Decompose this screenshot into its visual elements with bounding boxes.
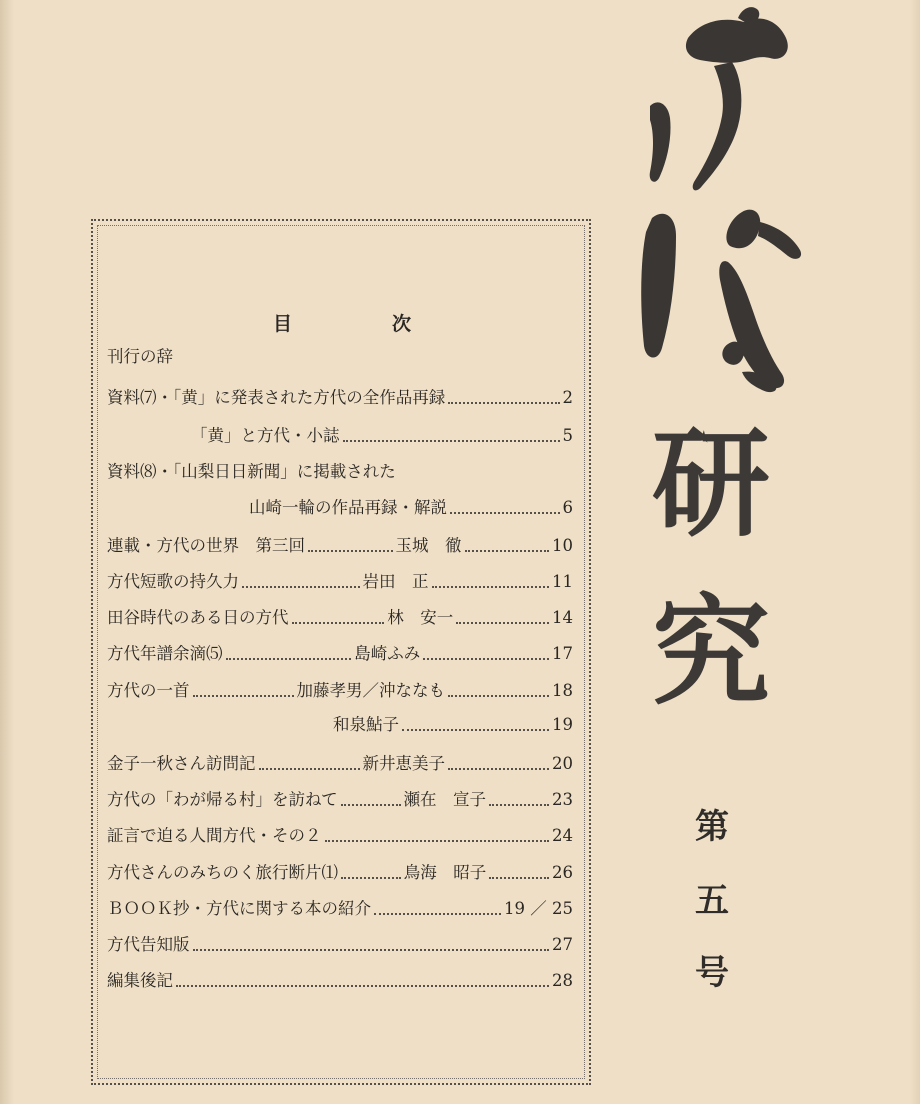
toc-entry-title: 資料⑻・「山梨日日新聞」に掲載された (107, 462, 396, 481)
toc-entry-title: 山崎一輪の作品再録・解説 (249, 498, 447, 517)
toc-entry-author: 島崎ふみ (354, 644, 421, 663)
toc-entry (107, 858, 573, 888)
toc-entry-author: 林 安一 (387, 608, 454, 627)
toc-entry-page: 5 (562, 426, 573, 445)
title-calligraphy-logo (610, 0, 810, 410)
toc-entry (107, 603, 573, 633)
toc-entry-page: 11 (552, 572, 573, 591)
toc-entry-page: 19 (552, 715, 573, 734)
toc-entry-title: ＢＯＯＫ抄・方代に関する本の紹介 (107, 899, 371, 918)
dot-leader (308, 549, 393, 552)
dot-leader (432, 585, 550, 588)
toc-entry-title: 連載・方代の世界 第三回 (107, 536, 305, 555)
toc-entry-author: 瀬在 宣子 (403, 790, 487, 809)
toc-entry (107, 457, 573, 487)
toc-entry-title: 資料⑺・「黄」に発表された方代の全作品再録 (107, 388, 446, 407)
toc-entry-author: 加藤孝男／沖ななも (296, 681, 445, 700)
toc-entry-title: 田谷時代のある日の方代 (107, 608, 289, 627)
toc-entry (333, 710, 573, 740)
toc-entry-title: 方代短歌の持久力 (107, 572, 239, 591)
dot-leader (176, 984, 549, 987)
toc-entry-page: 28 (552, 971, 573, 990)
issue-number-char: 五 (695, 881, 729, 921)
issue-number-char: 号 (695, 953, 729, 993)
toc-entry (107, 821, 573, 851)
title-kanji: 研 (651, 415, 770, 553)
toc-entry-page: 6 (562, 498, 573, 517)
toc-entry (107, 383, 573, 413)
dot-leader (456, 621, 549, 624)
dot-leader (242, 585, 360, 588)
toc-entry (191, 421, 573, 451)
dot-leader (448, 767, 549, 770)
toc-entry-title: 刊行の辞 (107, 347, 173, 366)
toc-entry-page: 24 (552, 826, 573, 845)
toc-heading-char: 目 (273, 313, 295, 335)
dot-leader (448, 401, 559, 404)
dot-leader (489, 876, 549, 879)
dot-leader (259, 767, 360, 770)
dot-leader (226, 657, 352, 660)
toc-entry-author: 和泉鮎子 (333, 715, 399, 734)
dot-leader (450, 511, 560, 514)
issue-number-char: 第 (695, 807, 729, 847)
paper-edge (0, 0, 14, 1104)
paper-edge (910, 0, 920, 1104)
toc-entry (107, 531, 573, 561)
toc-entry-page: 20 (552, 754, 573, 773)
toc-entry-page: 27 (552, 935, 573, 954)
toc-heading-char: 次 (391, 313, 413, 335)
toc-entry (107, 639, 573, 669)
dot-leader (292, 621, 385, 624)
toc-entry-author: 鳥海 昭子 (403, 863, 487, 882)
toc-entry (107, 894, 573, 924)
dot-leader (341, 803, 401, 806)
title-kanji: 究 (651, 583, 770, 721)
dot-leader (465, 549, 550, 552)
toc-entry-page: 18 (552, 681, 573, 700)
toc-entry-title: 証言で迫る人間方代・その２ (107, 826, 322, 845)
toc-entry-page: 10 (552, 536, 573, 555)
toc-entry-page: 17 (552, 644, 573, 663)
toc-entry-page: 23 (552, 790, 573, 809)
dot-leader (193, 948, 550, 951)
toc-entry-title: 方代さんのみちのく旅行断片⑴ (107, 863, 338, 882)
dot-leader (374, 912, 501, 915)
toc-entry-author: 新井恵美子 (362, 754, 445, 773)
toc-entry-title: 方代告知版 (107, 935, 190, 954)
toc-entry-title: 方代の「わが帰る村」を訪ねて (107, 790, 338, 809)
toc-entry-title: 方代年譜余滴⑸ (107, 644, 223, 663)
toc-entry-title: 編集後記 (107, 971, 173, 990)
toc-entry-page: 14 (552, 608, 573, 627)
toc-entry-title: 金子一秋さん訪問記 (107, 754, 256, 773)
dot-leader (448, 694, 549, 697)
toc-entry (107, 785, 573, 815)
dot-leader (325, 839, 550, 842)
dot-leader (489, 803, 549, 806)
toc-entry (107, 930, 573, 960)
dot-leader (423, 657, 549, 660)
toc-entry-page: 19 ／ 25 (504, 899, 573, 918)
toc-entry-page: 26 (552, 863, 573, 882)
toc-entry (249, 493, 573, 523)
toc-entry (107, 342, 573, 372)
toc-entry-title: 「黄」と方代・小誌 (191, 426, 340, 445)
toc-entry (107, 966, 573, 996)
dot-leader (341, 876, 401, 879)
toc-heading (273, 309, 413, 336)
toc-entry (107, 567, 573, 597)
toc-entry (107, 676, 573, 706)
toc-entry-author: 岩田 正 (362, 572, 429, 591)
dot-leader (193, 694, 294, 697)
toc-entry (107, 749, 573, 779)
toc-frame (91, 219, 591, 1085)
toc-entry-author: 玉城 徹 (395, 536, 462, 555)
dot-leader (402, 728, 549, 731)
toc-entry-title: 方代の一首 (107, 681, 190, 700)
dot-leader (343, 439, 560, 442)
toc-entry-page: 2 (562, 388, 573, 407)
